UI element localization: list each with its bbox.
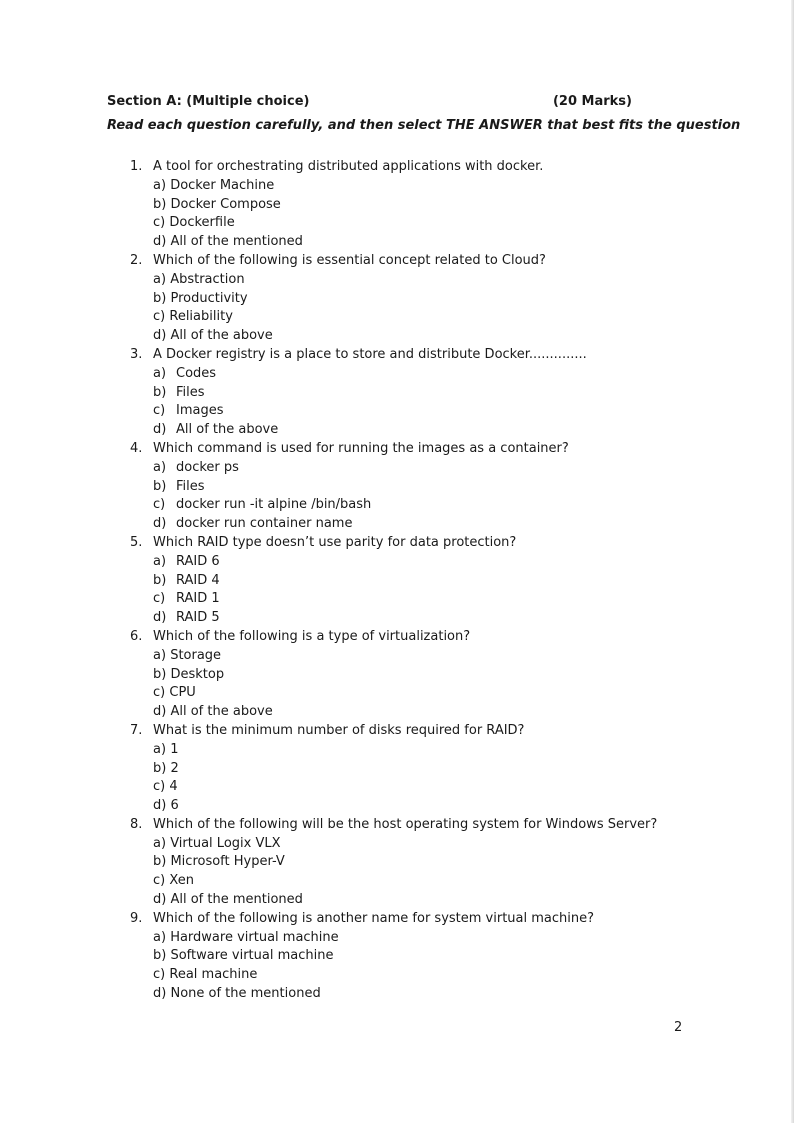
question-item	[0, 252, 794, 346]
answer-option	[0, 515, 794, 534]
question-item	[0, 346, 794, 440]
section-header	[107, 94, 632, 109]
option-letter: d)	[153, 986, 167, 1002]
answer-option	[0, 853, 794, 872]
option-text: Real machine	[169, 967, 258, 983]
answer-option	[0, 402, 794, 421]
option-text: Desktop	[170, 666, 225, 682]
question-stem	[0, 628, 794, 647]
option-text: Virtual Logix VLX	[170, 835, 281, 851]
option-text: None of the mentioned	[170, 986, 321, 1002]
option-text: RAID 5	[176, 610, 220, 626]
option-text: Hardware virtual machine	[170, 929, 339, 945]
option-letter: a)	[153, 741, 167, 757]
answer-option	[0, 196, 794, 215]
option-text: Docker Machine	[170, 177, 275, 193]
option-letter: a)	[153, 365, 167, 381]
option-label	[153, 233, 303, 252]
question-text: Which command is used for running the images as a container?	[153, 440, 569, 456]
option-text: RAID 6	[176, 553, 220, 569]
option-text: RAID 4	[176, 572, 220, 588]
option-label	[153, 290, 248, 309]
question-number: 9.	[130, 910, 143, 926]
question-list	[0, 158, 794, 1004]
answer-option	[0, 496, 794, 515]
answer-option	[0, 271, 794, 290]
option-text: All of the mentioned	[170, 234, 303, 250]
option-text: Storage	[170, 647, 222, 663]
question-item	[0, 440, 794, 534]
option-letter: b)	[153, 572, 167, 588]
answer-option	[0, 233, 794, 252]
answer-option	[0, 421, 794, 440]
option-label	[153, 929, 339, 948]
option-text: Xen	[169, 873, 194, 889]
option-text: All of the above	[170, 704, 273, 720]
answer-option	[0, 478, 794, 497]
section-marks: (20 Marks)	[552, 94, 632, 109]
question-stem	[0, 722, 794, 741]
option-letter: a)	[153, 835, 167, 851]
answer-option	[0, 308, 794, 327]
option-letter: d)	[153, 798, 167, 814]
answer-option	[0, 214, 794, 233]
option-text: 4	[169, 779, 178, 795]
answer-option	[0, 929, 794, 948]
option-label	[153, 647, 221, 666]
question-text: What is the minimum number of disks required for RAID?	[153, 722, 525, 738]
option-letter: b)	[153, 290, 167, 306]
question-text: A Docker registry is a place to store and distribute Docker..............	[153, 346, 587, 362]
option-text: Files	[176, 478, 205, 494]
answer-option	[0, 572, 794, 591]
answer-option	[0, 872, 794, 891]
option-label	[153, 778, 178, 797]
option-text: Files	[176, 384, 205, 400]
option-text: docker run container name	[176, 516, 353, 532]
question-number: 8.	[130, 816, 143, 832]
option-text: Images	[176, 403, 224, 419]
answer-option	[0, 966, 794, 985]
option-letter: a)	[153, 271, 167, 287]
option-text: Microsoft Hyper-V	[170, 854, 285, 870]
option-label	[153, 214, 235, 233]
option-text: docker run -it alpine /bin/bash	[176, 497, 372, 513]
option-letter: b)	[153, 666, 167, 682]
answer-option	[0, 778, 794, 797]
option-letter: b)	[153, 760, 167, 776]
option-letter: c)	[153, 873, 166, 889]
section-instructions: Read each question carefully, and then select THE ANSWER that best fits the question	[107, 118, 741, 133]
option-letter: a)	[153, 459, 167, 475]
option-label	[153, 684, 196, 703]
option-letter: d)	[153, 610, 167, 626]
answer-option	[0, 684, 794, 703]
question-stem	[0, 440, 794, 459]
option-text: Reliability	[169, 309, 233, 325]
answer-option	[0, 760, 794, 779]
option-letter: a)	[153, 929, 167, 945]
question-item	[0, 816, 794, 910]
option-label	[153, 196, 281, 215]
question-stem	[0, 346, 794, 365]
option-label	[153, 308, 233, 327]
option-text: CPU	[169, 685, 196, 701]
question-item	[0, 910, 794, 1004]
option-letter: c)	[153, 591, 166, 607]
question-number: 7.	[130, 722, 143, 738]
option-letter: c)	[153, 967, 166, 983]
option-letter: d)	[153, 704, 167, 720]
option-label	[153, 666, 224, 685]
option-letter: d)	[153, 892, 167, 908]
question-stem	[0, 816, 794, 835]
option-letter: b)	[153, 948, 167, 964]
answer-option	[0, 384, 794, 403]
option-label	[153, 891, 303, 910]
option-label	[153, 966, 257, 985]
option-letter: d)	[153, 328, 167, 344]
answer-option	[0, 835, 794, 854]
option-letter: d)	[153, 234, 167, 250]
option-letter: b)	[153, 478, 167, 494]
question-text: Which RAID type doesn’t use parity for data protection?	[153, 534, 517, 550]
option-label	[153, 947, 333, 966]
answer-option	[0, 609, 794, 628]
option-text: Productivity	[170, 290, 248, 306]
option-label	[153, 327, 273, 346]
answer-option	[0, 553, 794, 572]
question-stem	[0, 158, 794, 177]
option-letter: d)	[153, 422, 167, 438]
option-label	[153, 741, 178, 760]
option-letter: c)	[153, 403, 166, 419]
answer-option	[0, 741, 794, 760]
option-text: Software virtual machine	[170, 948, 334, 964]
option-letter: c)	[153, 309, 166, 325]
answer-option	[0, 985, 794, 1004]
question-stem	[0, 534, 794, 553]
option-text: 1	[170, 741, 179, 757]
question-number: 2.	[130, 252, 143, 268]
option-letter: c)	[153, 497, 166, 513]
option-label	[153, 872, 194, 891]
question-item	[0, 158, 794, 252]
option-text: Abstraction	[170, 271, 245, 287]
option-letter: d)	[153, 516, 167, 532]
option-text: Dockerfile	[169, 215, 235, 231]
option-label	[153, 177, 274, 196]
question-number: 5.	[130, 534, 143, 550]
option-letter: a)	[153, 553, 167, 569]
question-number: 4.	[130, 440, 143, 456]
option-letter: c)	[153, 779, 166, 795]
answer-option	[0, 177, 794, 196]
question-text: Which of the following will be the host operating system for Windows Server?	[153, 816, 658, 832]
question-item	[0, 534, 794, 628]
question-number: 3.	[130, 346, 143, 362]
question-item	[0, 722, 794, 816]
answer-option	[0, 797, 794, 816]
option-text: All of the above	[170, 328, 273, 344]
option-letter: b)	[153, 196, 167, 212]
question-text: A tool for orchestrating distributed applications with docker.	[153, 159, 544, 174]
option-label	[153, 703, 273, 722]
answer-option	[0, 703, 794, 722]
question-number: 1.	[130, 159, 143, 174]
option-text: docker ps	[176, 459, 239, 475]
option-label	[153, 853, 285, 872]
answer-option	[0, 947, 794, 966]
option-letter: c)	[153, 215, 166, 231]
answer-option	[0, 290, 794, 309]
answer-option	[0, 590, 794, 609]
option-letter: a)	[153, 177, 167, 193]
answer-option	[0, 327, 794, 346]
option-text: 2	[170, 760, 179, 776]
page-number: 2	[674, 1020, 683, 1035]
answer-option	[0, 891, 794, 910]
option-text: Docker Compose	[170, 196, 281, 212]
question-stem	[0, 910, 794, 929]
option-text: Codes	[176, 365, 217, 381]
option-label	[153, 760, 179, 779]
answer-option	[0, 459, 794, 478]
option-text: All of the above	[176, 422, 279, 438]
question-item	[0, 628, 794, 722]
answer-option	[0, 365, 794, 384]
option-text: All of the mentioned	[170, 892, 303, 908]
answer-option	[0, 666, 794, 685]
option-letter: a)	[153, 647, 167, 663]
option-label	[153, 797, 179, 816]
option-text: RAID 1	[176, 591, 220, 607]
option-label	[153, 835, 281, 854]
question-text: Which of the following is another name for system virtual machine?	[153, 910, 595, 926]
section-title: Section A: (Multiple choice)	[107, 94, 310, 109]
option-letter: b)	[153, 854, 167, 870]
question-stem	[0, 252, 794, 271]
option-label	[153, 985, 321, 1004]
option-letter: b)	[153, 384, 167, 400]
answer-option	[0, 647, 794, 666]
question-text: Which of the following is essential concept related to Cloud?	[153, 252, 546, 268]
option-text: 6	[170, 798, 179, 814]
option-letter: c)	[153, 685, 166, 701]
option-label	[153, 271, 245, 290]
question-number: 6.	[130, 628, 143, 644]
question-text: Which of the following is a type of virtualization?	[153, 628, 471, 644]
